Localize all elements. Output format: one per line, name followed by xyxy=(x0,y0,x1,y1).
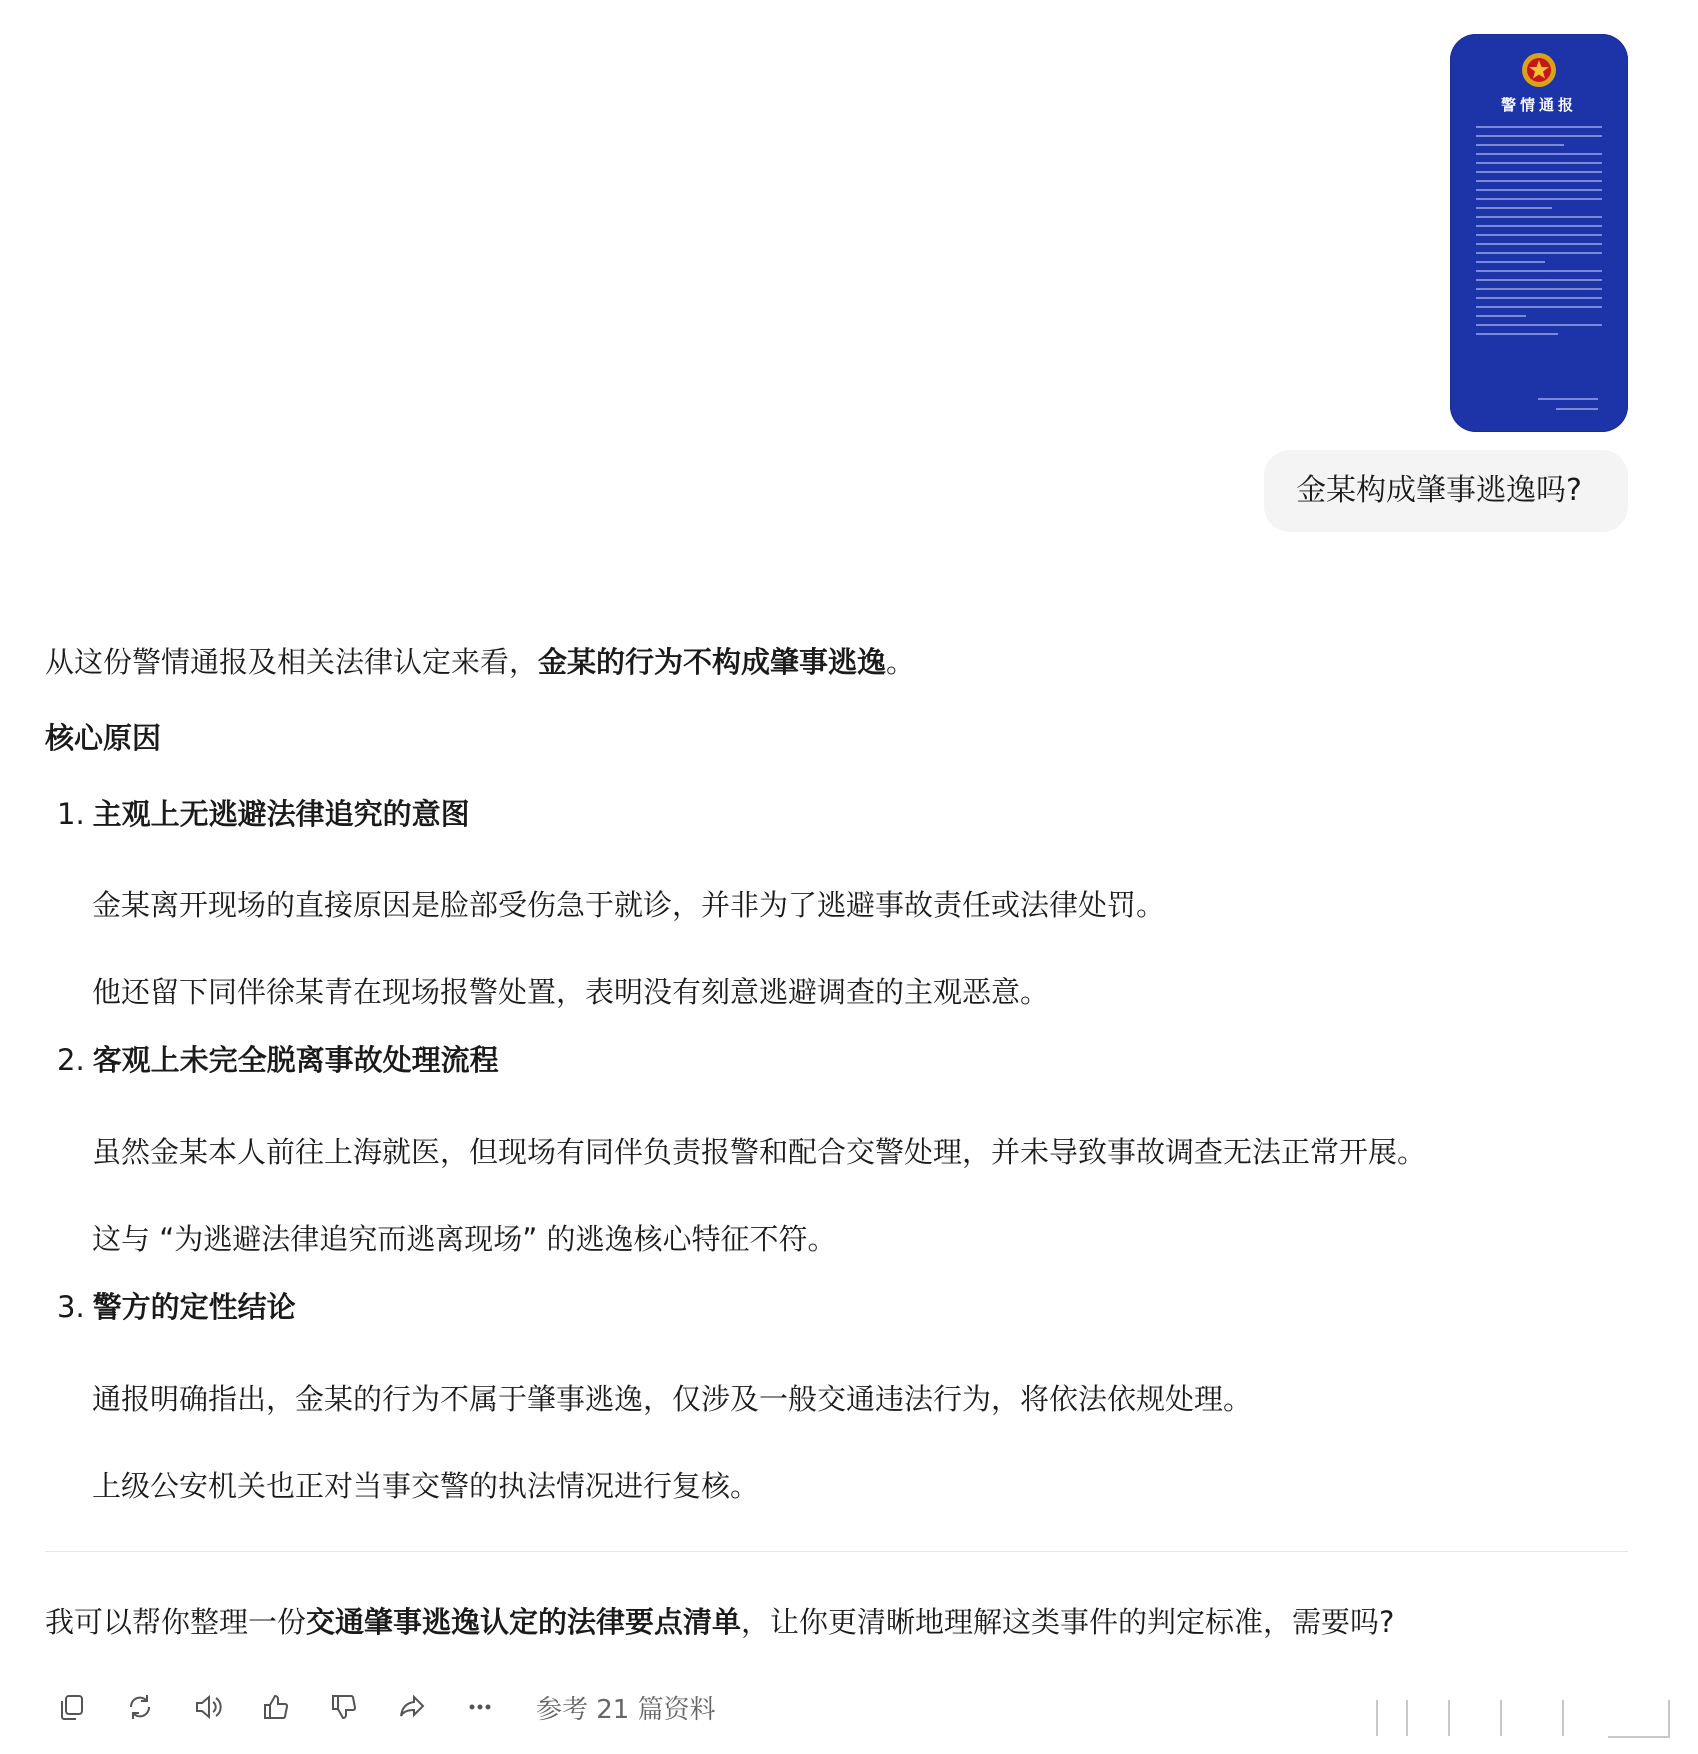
more-icon[interactable] xyxy=(460,1687,500,1727)
message-action-toolbar xyxy=(52,1685,716,1729)
followup-question: 我可以帮你整理一份交通肇事逃逸认定的法律要点清单，让你更清晰地理解这类事件的判定标准，需要吗? xyxy=(45,1605,1395,1639)
notice-body-text xyxy=(1476,126,1602,342)
reason-point: 这与 “为逃避法律追究而逃离现场” 的逃逸核心特征不符。 xyxy=(92,1222,837,1256)
speaker-icon[interactable] xyxy=(188,1687,228,1727)
reason-title-2: 2. 客观上未完全脱离事故处理流程 xyxy=(57,1043,499,1077)
notice-signature xyxy=(1538,398,1598,418)
decorative-marks xyxy=(1368,1700,1680,1736)
references-link[interactable]: 参考 21 篇资料 xyxy=(536,1694,716,1725)
copy-icon[interactable] xyxy=(52,1687,92,1727)
uploaded-notice-image[interactable] xyxy=(1450,34,1628,432)
user-message-bubble: 金某构成肇事逃逸吗? xyxy=(1264,450,1628,532)
notice-title: 警情通报 xyxy=(1500,96,1577,114)
answer-conclusion: 金某的行为不构成肇事逃逸 xyxy=(538,645,887,679)
divider xyxy=(45,1551,1628,1552)
thumbs-down-icon[interactable] xyxy=(324,1687,364,1727)
share-icon[interactable] xyxy=(392,1687,432,1727)
reason-point: 金某离开现场的直接原因是脸部受伤急于就诊，并非为了逃避事故责任或法律处罚。 xyxy=(92,888,1166,922)
police-emblem-icon xyxy=(1519,50,1559,90)
reason-title-3: 3. 警方的定性结论 xyxy=(57,1290,296,1324)
section-heading: 核心原因 xyxy=(45,721,162,755)
reason-title-1: 1. 主观上无逃避法律追究的意图 xyxy=(57,797,470,831)
reason-point: 通报明确指出，金某的行为不属于肇事逃逸，仅涉及一般交通违法行为，将依法依规处理。 xyxy=(92,1382,1253,1416)
reason-point: 虽然金某本人前往上海就医，但现场有同伴负责报警和配合交警处理，并未导致事故调查无法正常开展。 xyxy=(92,1135,1427,1169)
thumbs-up-icon[interactable] xyxy=(256,1687,296,1727)
reason-point: 上级公安机关也正对当事交警的执法情况进行复核。 xyxy=(92,1469,760,1503)
answer-intro: 从这份警情通报及相关法律认定来看，金某的行为不构成肇事逃逸。 xyxy=(45,645,916,679)
reason-point: 他还留下同伴徐某青在现场报警处置，表明没有刻意逃避调查的主观恶意。 xyxy=(92,975,1050,1009)
regenerate-icon[interactable] xyxy=(120,1687,160,1727)
